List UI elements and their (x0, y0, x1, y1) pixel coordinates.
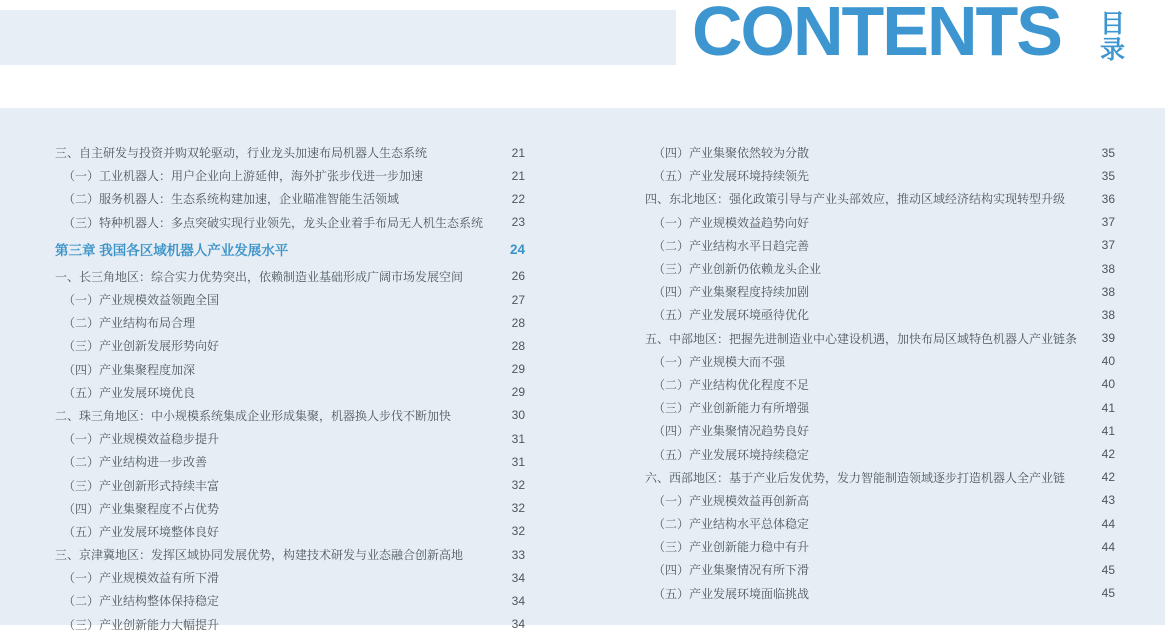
toc-entry-page: 44 (1101, 539, 1115, 554)
toc-entry-right-10[interactable] (645, 373, 1115, 396)
toc-entry-page: 40 (1101, 354, 1115, 369)
toc-entry-page: 31 (511, 431, 525, 446)
toc-entry-page: 27 (511, 292, 525, 307)
toc-entry-label: （三）产业创新能力大幅提升 (63, 617, 220, 632)
toc-entry-page: 29 (511, 362, 525, 377)
toc-entry-right-4[interactable] (645, 234, 1115, 257)
toc-entry-page: 31 (511, 454, 525, 469)
toc-entry-right-7[interactable] (645, 303, 1115, 326)
toc-entry-page: 36 (1101, 191, 1115, 206)
toc-entry-page: 34 (511, 593, 525, 608)
toc-entry-right-6[interactable] (645, 280, 1115, 303)
toc-entry-label: 六、西部地区：基于产业后发优势，发力智能制造领域逐步打造机器人全产业链 (645, 470, 1066, 485)
toc-entry-left-9[interactable] (55, 358, 525, 381)
toc-entry-label: 三、京津冀地区：发挥区域协同发展优势，构建技术研发与业态融合创新高地 (55, 548, 464, 563)
toc-entry-label: （二）产业结构进一步改善 (63, 455, 208, 470)
contents-title: CONTENTS (692, 0, 1061, 70)
toc-entry-left-19[interactable] (55, 589, 525, 612)
toc-entry-page: 40 (1101, 377, 1115, 392)
toc-entry-label: 第三章 我国各区域机器人产业发展水平 (55, 243, 289, 259)
toc-entry-right-17[interactable] (645, 535, 1115, 558)
toc-entry-right-12[interactable] (645, 419, 1115, 442)
toc-entry-left-3[interactable] (55, 211, 525, 234)
toc-entry-page: 28 (511, 315, 525, 330)
toc-entry-left-14[interactable] (55, 473, 525, 496)
toc-entry-label: （二）产业结构优化程度不足 (653, 377, 810, 392)
toc-entry-right-14[interactable] (645, 466, 1115, 489)
contents-title-zh (1100, 11, 1125, 63)
toc-entry-label: （四）产业集聚依然较为分散 (653, 146, 810, 161)
toc-entry-label: （五）产业发展环境整体良好 (63, 524, 220, 539)
toc-entry-label: （五）产业发展环境持续稳定 (653, 447, 810, 462)
toc-entry-right-1[interactable] (645, 164, 1115, 187)
toc-entry-label: （五）产业发展环境面临挑战 (653, 586, 810, 601)
toc-entry-left-4[interactable] (55, 236, 525, 263)
toc-entry-page: 42 (1101, 447, 1115, 462)
toc-entry-label: 二、珠三角地区：中小规模系统集成企业形成集聚，机器换人步伐不断加快 (55, 408, 452, 423)
toc-entry-page: 29 (511, 385, 525, 400)
toc-entry-left-7[interactable] (55, 311, 525, 334)
toc-entry-left-6[interactable] (55, 288, 525, 311)
toc-entry-page: 35 (1101, 145, 1115, 160)
toc-entry-label: （四）产业集聚情况趋势良好 (653, 424, 810, 439)
toc-entry-page: 38 (1101, 307, 1115, 322)
toc-entry-label: （三）特种机器人：多点突破实现行业领先，龙头企业着手布局无人机生态系统 (63, 215, 484, 230)
toc-entry-page: 32 (511, 501, 525, 516)
toc-entry-label: （一）产业规模效益领跑全国 (63, 293, 220, 308)
toc-entry-page: 30 (511, 408, 525, 423)
toc-entry-left-15[interactable] (55, 497, 525, 520)
toc-entry-right-0[interactable] (645, 141, 1115, 164)
toc-entry-page: 21 (511, 145, 525, 160)
header-accent-bar (0, 10, 676, 65)
toc-entry-right-11[interactable] (645, 396, 1115, 419)
toc-entry-page: 32 (511, 478, 525, 493)
toc-entry-label: （一）产业规模效益稳步提升 (63, 432, 220, 447)
toc-entry-page: 44 (1101, 516, 1115, 531)
toc-entry-left-13[interactable] (55, 450, 525, 473)
toc-entry-page: 34 (511, 570, 525, 585)
toc-entry-right-3[interactable] (645, 211, 1115, 234)
toc-entry-page: 21 (511, 168, 525, 183)
toc-entry-left-5[interactable] (55, 265, 525, 288)
toc-column-right (645, 141, 1115, 605)
toc-entry-label: （二）产业结构水平总体稳定 (653, 517, 810, 532)
toc-entry-label: （五）产业发展环境优良 (63, 385, 196, 400)
toc-entry-label: （三）产业创新形式持续丰富 (63, 478, 220, 493)
toc-entry-right-18[interactable] (645, 558, 1115, 581)
toc-entry-label: （四）产业集聚程度持续加剧 (653, 285, 810, 300)
toc-entry-label: （二）产业结构水平日趋完善 (653, 238, 810, 253)
toc-entry-label: （四）产业集聚程度加深 (63, 362, 196, 377)
toc-entry-right-15[interactable] (645, 489, 1115, 512)
toc-entry-page: 41 (1101, 423, 1115, 438)
toc-entry-page: 33 (511, 547, 525, 562)
toc-entry-page: 42 (1101, 470, 1115, 485)
contents-title-zh-char-2: 录 (1100, 36, 1126, 64)
toc-entry-label: （一）产业规模效益再创新高 (653, 493, 810, 508)
toc-entry-left-11[interactable] (55, 404, 525, 427)
toc-entry-page: 37 (1101, 238, 1115, 253)
toc-entry-left-16[interactable] (55, 520, 525, 543)
toc-entry-page: 38 (1101, 284, 1115, 299)
toc-entry-page: 34 (511, 617, 525, 632)
toc-entry-label: 一、长三角地区：综合实力优势突出，依赖制造业基础形成广阔市场发展空间 (55, 269, 464, 284)
toc-entry-page: 24 (509, 241, 525, 257)
toc-entry-left-8[interactable] (55, 334, 525, 357)
toc-entry-label: （三）产业创新能力有所增强 (653, 401, 810, 416)
toc-entry-label: 三、自主研发与投资并购双轮驱动，行业龙头加速布局机器人生态系统 (55, 146, 428, 161)
toc-entry-right-8[interactable] (645, 327, 1115, 350)
toc-entry-label: （一）工业机器人：用户企业向上游延伸，海外扩张步伐进一步加速 (63, 169, 424, 184)
toc-entry-left-18[interactable] (55, 566, 525, 589)
toc-entry-left-10[interactable] (55, 381, 525, 404)
toc-entry-page: 22 (511, 191, 525, 206)
toc-entry-label: 五、中部地区：把握先进制造业中心建设机遇，加快布局区域特色机器人产业链条 (645, 331, 1078, 346)
toc-entry-label: （二）产业结构整体保持稳定 (63, 594, 220, 609)
toc-entry-label: （二）产业结构布局合理 (63, 316, 196, 331)
toc-entry-page: 35 (1101, 168, 1115, 183)
toc-entry-right-13[interactable] (645, 442, 1115, 465)
toc-entry-right-5[interactable] (645, 257, 1115, 280)
toc-entry-page: 45 (1101, 562, 1115, 577)
toc-entry-label: （四）产业集聚程度不占优势 (63, 501, 220, 516)
toc-entry-right-2[interactable] (645, 187, 1115, 210)
toc-entry-right-9[interactable] (645, 350, 1115, 373)
toc-entry-page: 41 (1101, 400, 1115, 415)
toc-entry-label: （三）产业创新仍依赖龙头企业 (653, 262, 822, 277)
toc-entry-label: （四）产业集聚情况有所下滑 (653, 563, 810, 578)
toc-entry-left-12[interactable] (55, 427, 525, 450)
toc-column-left (55, 141, 525, 636)
toc-entry-page: 23 (511, 215, 525, 230)
toc-entry-label: （五）产业发展环境亟待优化 (653, 308, 810, 323)
toc-entry-label: （二）服务机器人：生态系统构建加速，企业瞄准智能生活领域 (63, 192, 400, 207)
toc-entry-left-1[interactable] (55, 164, 525, 187)
toc-entry-page: 37 (1101, 215, 1115, 230)
toc-entry-page: 39 (1101, 331, 1115, 346)
toc-entry-label: （三）产业创新能力稳中有升 (653, 540, 810, 555)
toc-entry-left-17[interactable] (55, 543, 525, 566)
toc-entry-label: 四、东北地区：强化政策引导与产业头部效应，推动区域经济结构实现转型升级 (645, 192, 1066, 207)
toc-entry-left-2[interactable] (55, 187, 525, 210)
toc-entry-right-19[interactable] (645, 582, 1115, 605)
toc-entry-label: （三）产业创新发展形势向好 (63, 339, 220, 354)
toc-entry-page: 43 (1101, 493, 1115, 508)
toc-entry-right-16[interactable] (645, 512, 1115, 535)
toc-entry-label: （五）产业发展环境持续领先 (653, 169, 810, 184)
toc-entry-label: （一）产业规模大而不强 (653, 354, 786, 369)
toc-entry-label: （一）产业规模效益有所下滑 (63, 571, 220, 586)
contents-title-zh-char-1: 目 (1100, 10, 1126, 38)
toc-entry-page: 28 (511, 338, 525, 353)
toc-entry-page: 38 (1101, 261, 1115, 276)
toc-entry-left-20[interactable] (55, 613, 525, 636)
toc-entry-page: 45 (1101, 586, 1115, 601)
toc-entry-left-0[interactable] (55, 141, 525, 164)
toc-entry-page: 26 (511, 269, 525, 284)
toc-entry-label: （一）产业规模效益趋势向好 (653, 215, 810, 230)
toc-entry-page: 32 (511, 524, 525, 539)
